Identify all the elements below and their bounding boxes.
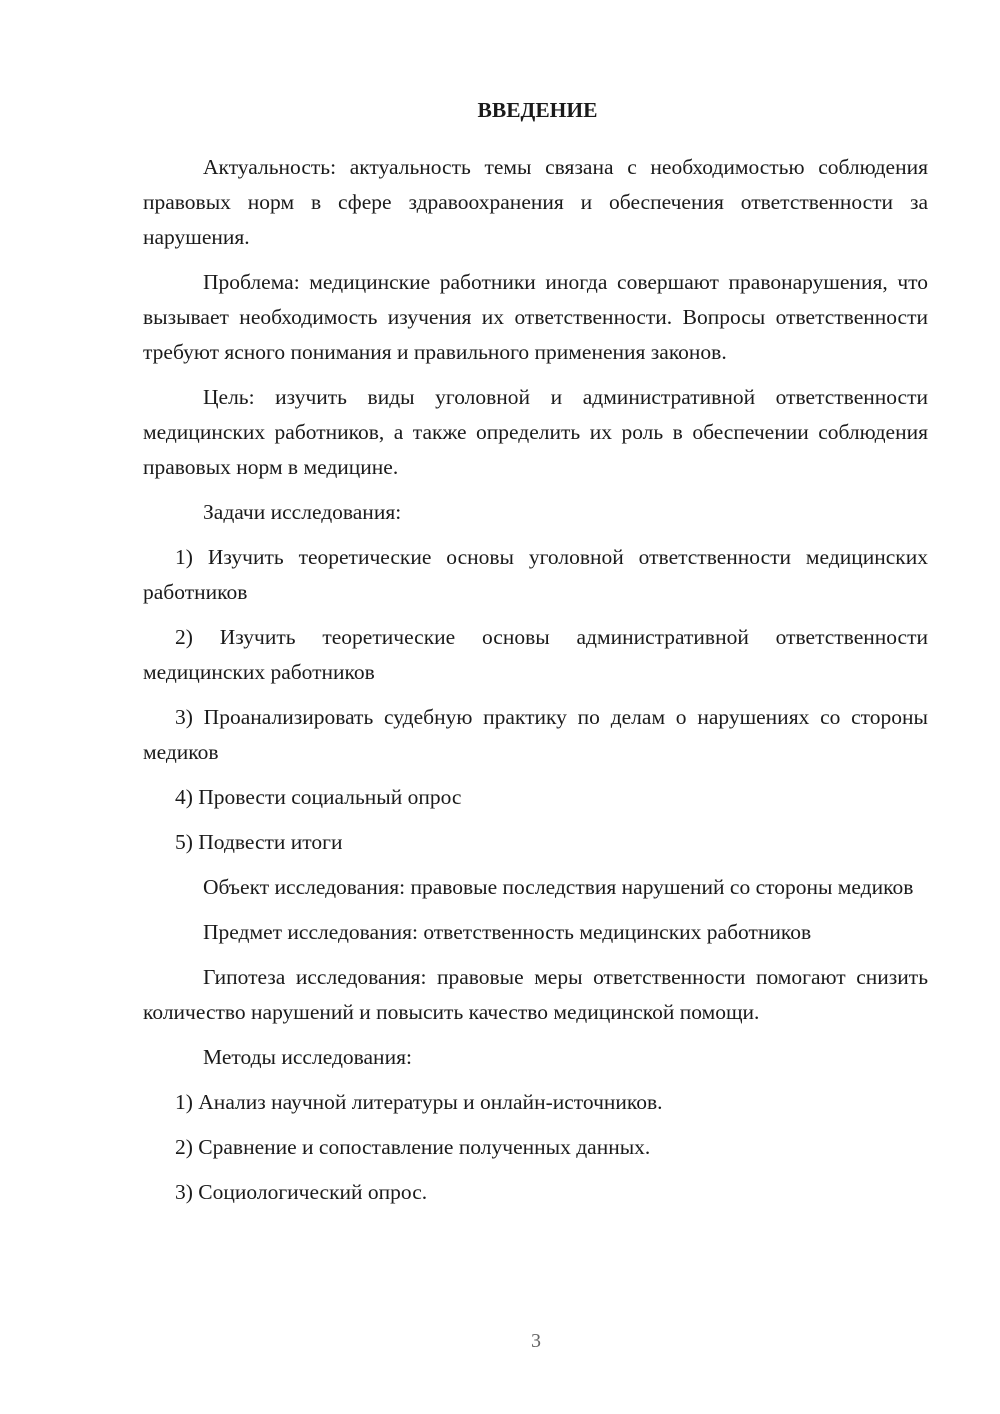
page-number: 3 (531, 1330, 541, 1352)
task-item-1: 1) Изучить теоретические основы уголовной ответственности медицинских работников (143, 545, 928, 604)
tasks-heading: Задачи исследования: (203, 500, 402, 524)
goal-paragraph: Цель: изучить виды уголовной и административной ответственности медицинских работников, а также определить их роль в обеспечении соблюдения правовых норм в медицине. (143, 385, 928, 479)
methods-heading: Методы исследования: (203, 1045, 412, 1069)
relevance-paragraph: Актуальность: актуальность темы связана с необходимостью соблюдения правовых норм в сфере здравоохранения и обеспечения ответственности за нарушения. (143, 155, 928, 249)
task-item-5: 5) Подвести итоги (175, 830, 343, 854)
task-item-2: 2) Изучить теоретические основы административной ответственности медицинских работников (143, 625, 928, 684)
subject-paragraph: Предмет исследования: ответственность медицинских работников (203, 920, 812, 944)
method-item-3: 3) Социологический опрос. (175, 1180, 428, 1204)
method-item-1: 1) Анализ научной литературы и онлайн-источников. (175, 1090, 663, 1114)
page-title: ВВЕДЕНИЕ (477, 98, 598, 122)
object-paragraph: Объект исследования: правовые последствия нарушений со стороны медиков (203, 875, 914, 899)
method-item-2: 2) Сравнение и сопоставление полученных данных. (175, 1135, 651, 1159)
hypothesis-paragraph: Гипотеза исследования: правовые меры ответственности помогают снизить количество нарушений и повысить качество медицинской помощи. (143, 965, 928, 1024)
task-item-3: 3) Проанализировать судебную практику по делам о нарушениях со стороны медиков (143, 705, 928, 764)
page-content (143, 92, 928, 1220)
problem-paragraph: Проблема: медицинские работники иногда совершают правонарушения, что вызывает необходимость изучения их ответственности. Вопросы ответственности требуют ясного понимания и правильного применения законов. (143, 270, 928, 364)
task-item-4: 4) Провести социальный опрос (175, 785, 462, 809)
